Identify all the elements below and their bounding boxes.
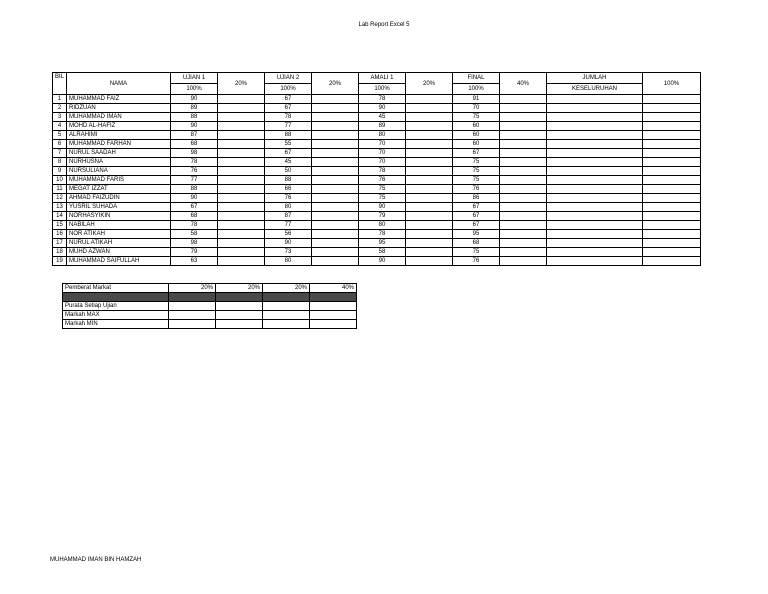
total-cell[interactable]	[643, 122, 701, 131]
summary-cell[interactable]	[169, 311, 216, 320]
table-row	[53, 230, 701, 239]
page-title: Lab Report Excel 5	[358, 22, 410, 28]
total-cell[interactable]	[643, 230, 701, 239]
ujian1-cell: 78	[171, 221, 218, 230]
ujian2-cell: 88	[265, 176, 312, 185]
nama-cell: NURSULIANA	[67, 167, 171, 176]
jumlah-cell[interactable]	[547, 176, 643, 185]
ujian2-cell: 55	[265, 140, 312, 149]
nama-cell: MUHAMMAD FAIZ	[67, 95, 171, 104]
total-cell[interactable]	[643, 239, 701, 248]
final-cell: 86	[453, 194, 500, 203]
weighted-cell[interactable]	[218, 104, 265, 113]
bil-cell: 9	[53, 167, 67, 176]
header-weight-1: 20%	[218, 73, 265, 95]
weighted-cell[interactable]	[218, 257, 265, 266]
header-ujian1-max: 100%	[171, 84, 218, 95]
weighted-cell[interactable]	[406, 257, 453, 266]
nama-cell: MOHD AL-HAFIZ	[67, 122, 171, 131]
separator-cell	[169, 293, 216, 302]
amali1-cell: 70	[359, 158, 406, 167]
ujian1-cell: 87	[171, 131, 218, 140]
jumlah-cell[interactable]	[547, 149, 643, 158]
amali1-cell: 70	[359, 149, 406, 158]
pemberat-label: Pemberat Markat	[63, 284, 169, 293]
final-cell: 67	[453, 149, 500, 158]
jumlah-cell[interactable]	[547, 167, 643, 176]
header-row-1	[53, 73, 701, 84]
bil-cell: 18	[53, 248, 67, 257]
purata-row	[63, 302, 357, 311]
amali1-cell: 90	[359, 203, 406, 212]
weighted-cell[interactable]	[406, 113, 453, 122]
bil-cell: 5	[53, 131, 67, 140]
amali1-cell: 89	[359, 122, 406, 131]
student-name-footer: MUHAMMAD IMAN BIN HAMZAH	[50, 557, 142, 563]
amali1-cell: 90	[359, 104, 406, 113]
weighted-cell[interactable]	[218, 167, 265, 176]
purata-label: Purata Setiap Ujian	[63, 302, 169, 311]
final-cell: 95	[453, 230, 500, 239]
nama-cell: MUHAMMAD IMAN	[67, 113, 171, 122]
ujian2-cell: 50	[265, 167, 312, 176]
total-cell[interactable]	[643, 167, 701, 176]
header-ujian2-max: 100%	[265, 84, 312, 95]
table-row	[53, 104, 701, 113]
total-cell[interactable]	[643, 140, 701, 149]
ujian1-cell: 68	[171, 212, 218, 221]
header-bil: BIL	[53, 73, 67, 95]
table-row	[53, 149, 701, 158]
weighted-cell[interactable]	[406, 248, 453, 257]
nama-cell: MUHD AZWAN	[67, 248, 171, 257]
weighted-cell[interactable]	[500, 203, 547, 212]
weighted-cell[interactable]	[406, 185, 453, 194]
final-cell: 75	[453, 158, 500, 167]
weighted-cell[interactable]	[406, 194, 453, 203]
weighted-cell[interactable]	[218, 230, 265, 239]
final-cell: 60	[453, 140, 500, 149]
summary-cell[interactable]	[310, 320, 357, 329]
jumlah-cell[interactable]	[547, 131, 643, 140]
ujian2-cell: 80	[265, 203, 312, 212]
bil-cell: 6	[53, 140, 67, 149]
weighted-cell[interactable]	[218, 194, 265, 203]
header-jumlah: JUMLAH	[547, 73, 643, 84]
table-row	[53, 95, 701, 104]
table-row	[53, 158, 701, 167]
summary-cell[interactable]	[216, 302, 263, 311]
weighted-cell[interactable]	[406, 212, 453, 221]
ujian1-cell: 90	[171, 95, 218, 104]
weighted-cell[interactable]	[312, 203, 359, 212]
final-cell: 76	[453, 185, 500, 194]
total-cell[interactable]	[643, 104, 701, 113]
ujian2-cell: 56	[265, 230, 312, 239]
weighted-cell[interactable]	[500, 176, 547, 185]
table-row	[53, 167, 701, 176]
weighted-cell[interactable]	[500, 194, 547, 203]
ujian2-cell: 88	[265, 131, 312, 140]
weighted-cell[interactable]	[406, 104, 453, 113]
total-cell[interactable]	[643, 176, 701, 185]
weighted-cell[interactable]	[500, 104, 547, 113]
total-cell[interactable]	[643, 221, 701, 230]
ujian2-cell: 73	[265, 248, 312, 257]
weighted-cell[interactable]	[218, 239, 265, 248]
bil-cell: 12	[53, 194, 67, 203]
summary-table	[62, 283, 357, 329]
weighted-cell[interactable]	[500, 113, 547, 122]
summary-cell[interactable]	[263, 302, 310, 311]
header-final-max: 100%	[453, 84, 500, 95]
bil-cell: 13	[53, 203, 67, 212]
final-cell: 67	[453, 212, 500, 221]
ujian2-cell: 87	[265, 212, 312, 221]
table-row	[53, 248, 701, 257]
min-label: Markah MIN	[63, 320, 169, 329]
jumlah-cell[interactable]	[547, 248, 643, 257]
weighted-cell[interactable]	[312, 230, 359, 239]
amali1-cell: 78	[359, 167, 406, 176]
nama-cell: MUHAMMAD FARHAN	[67, 140, 171, 149]
weighted-cell[interactable]	[406, 95, 453, 104]
header-total: 100%	[643, 73, 701, 95]
weighted-cell[interactable]	[500, 122, 547, 131]
final-cell: 75	[453, 113, 500, 122]
final-cell: 60	[453, 122, 500, 131]
total-cell[interactable]	[643, 194, 701, 203]
weighted-cell[interactable]	[312, 131, 359, 140]
ujian2-cell: 77	[265, 122, 312, 131]
weighted-cell[interactable]	[312, 257, 359, 266]
final-cell: 75	[453, 248, 500, 257]
header-weight-4: 40%	[500, 73, 547, 95]
ujian2-cell: 67	[265, 149, 312, 158]
jumlah-cell[interactable]	[547, 239, 643, 248]
summary-cell[interactable]	[263, 311, 310, 320]
header-weight-3: 20%	[406, 73, 453, 95]
header-ujian1: UJIAN 1	[171, 73, 218, 84]
ujian2-cell: 66	[265, 185, 312, 194]
nama-cell: NURHUSNA	[67, 158, 171, 167]
jumlah-cell[interactable]	[547, 221, 643, 230]
nama-cell: NORHASYIKIN	[67, 212, 171, 221]
jumlah-cell[interactable]	[547, 194, 643, 203]
weighted-cell[interactable]	[218, 248, 265, 257]
weighted-cell[interactable]	[218, 113, 265, 122]
amali1-cell: 80	[359, 221, 406, 230]
nama-cell: RIDZUAN	[67, 104, 171, 113]
separator-cell	[310, 293, 357, 302]
ujian1-cell: 63	[171, 257, 218, 266]
weighted-cell[interactable]	[500, 257, 547, 266]
weighted-cell[interactable]	[312, 176, 359, 185]
total-cell[interactable]	[643, 203, 701, 212]
ujian1-cell: 90	[171, 194, 218, 203]
header-weight-2: 20%	[312, 73, 359, 95]
final-cell: 60	[453, 131, 500, 140]
nama-cell: ALRAHIMI	[67, 131, 171, 140]
nama-cell: NABILAH	[67, 221, 171, 230]
ujian2-cell: 67	[265, 104, 312, 113]
final-cell: 76	[453, 257, 500, 266]
bil-cell: 4	[53, 122, 67, 131]
nama-cell: AHMAD FAIZUDIN	[67, 194, 171, 203]
table-row	[53, 140, 701, 149]
nama-cell: NURUL ATIKAH	[67, 239, 171, 248]
header-nama: NAMA	[67, 73, 171, 95]
weighted-cell[interactable]	[406, 131, 453, 140]
summary-cell[interactable]	[310, 311, 357, 320]
nama-cell: YUSRIL SUHADA	[67, 203, 171, 212]
table-row	[53, 221, 701, 230]
amali1-cell: 79	[359, 212, 406, 221]
amali1-cell: 58	[359, 248, 406, 257]
weighted-cell[interactable]	[218, 95, 265, 104]
table-row	[53, 194, 701, 203]
nama-cell: NURUL SAADAH	[67, 149, 171, 158]
weighted-cell[interactable]	[406, 149, 453, 158]
jumlah-cell[interactable]	[547, 122, 643, 131]
ujian1-cell: 79	[171, 248, 218, 257]
weighted-cell[interactable]	[312, 194, 359, 203]
total-cell[interactable]	[643, 95, 701, 104]
total-cell[interactable]	[643, 113, 701, 122]
pemberat-row	[63, 284, 357, 293]
weighted-cell[interactable]	[312, 149, 359, 158]
ujian1-cell: 68	[171, 140, 218, 149]
ujian2-cell: 78	[265, 113, 312, 122]
jumlah-cell[interactable]	[547, 113, 643, 122]
weighted-cell[interactable]	[218, 140, 265, 149]
pemberat-weight: 40%	[310, 284, 357, 293]
weighted-cell[interactable]	[312, 212, 359, 221]
weighted-cell[interactable]	[500, 167, 547, 176]
pemberat-weight: 20%	[169, 284, 216, 293]
ujian1-cell: 98	[171, 149, 218, 158]
weighted-cell[interactable]	[500, 248, 547, 257]
ujian1-cell: 90	[171, 122, 218, 131]
separator-row	[63, 293, 357, 302]
weighted-cell[interactable]	[500, 158, 547, 167]
final-cell: 67	[453, 221, 500, 230]
jumlah-cell[interactable]	[547, 158, 643, 167]
table-row	[53, 212, 701, 221]
summary-cell[interactable]	[169, 320, 216, 329]
separator-cell	[263, 293, 310, 302]
ujian1-cell: 88	[171, 185, 218, 194]
weighted-cell[interactable]	[218, 203, 265, 212]
amali1-cell: 75	[359, 185, 406, 194]
jumlah-cell[interactable]	[547, 95, 643, 104]
ujian2-cell: 45	[265, 158, 312, 167]
bil-cell: 2	[53, 104, 67, 113]
bil-cell: 15	[53, 221, 67, 230]
nama-cell: MEGAT IZZAT	[67, 185, 171, 194]
weighted-cell[interactable]	[406, 176, 453, 185]
separator-cell	[216, 293, 263, 302]
weighted-cell[interactable]	[218, 212, 265, 221]
final-cell: 75	[453, 167, 500, 176]
table-row	[53, 131, 701, 140]
weighted-cell[interactable]	[218, 158, 265, 167]
weighted-cell[interactable]	[406, 230, 453, 239]
weighted-cell[interactable]	[500, 185, 547, 194]
bil-cell: 14	[53, 212, 67, 221]
header-amali1-max: 100%	[359, 84, 406, 95]
final-cell: 70	[453, 104, 500, 113]
jumlah-cell[interactable]	[547, 212, 643, 221]
weighted-cell[interactable]	[312, 95, 359, 104]
weighted-cell[interactable]	[500, 239, 547, 248]
ujian1-cell: 98	[171, 239, 218, 248]
summary-cell[interactable]	[310, 302, 357, 311]
summary-cell[interactable]	[263, 320, 310, 329]
weighted-cell[interactable]	[312, 158, 359, 167]
total-cell[interactable]	[643, 212, 701, 221]
weighted-cell[interactable]	[500, 131, 547, 140]
max-row	[63, 311, 357, 320]
weighted-cell[interactable]	[218, 185, 265, 194]
weighted-cell[interactable]	[500, 230, 547, 239]
nama-cell: NOR ATIKAH	[67, 230, 171, 239]
bil-cell: 19	[53, 257, 67, 266]
table-row	[53, 176, 701, 185]
amali1-cell: 78	[359, 230, 406, 239]
bil-cell: 8	[53, 158, 67, 167]
header-final: FINAL	[453, 73, 500, 84]
max-label: Markah MAX	[63, 311, 169, 320]
summary-cell[interactable]	[169, 302, 216, 311]
weighted-cell[interactable]	[312, 113, 359, 122]
weighted-cell[interactable]	[312, 239, 359, 248]
weighted-cell[interactable]	[312, 122, 359, 131]
weighted-cell[interactable]	[406, 203, 453, 212]
table-row	[53, 185, 701, 194]
bil-cell: 11	[53, 185, 67, 194]
weighted-cell[interactable]	[500, 212, 547, 221]
ujian1-cell: 78	[171, 158, 218, 167]
final-cell: 91	[453, 95, 500, 104]
weighted-cell[interactable]	[218, 176, 265, 185]
weighted-cell[interactable]	[218, 131, 265, 140]
jumlah-cell[interactable]	[547, 203, 643, 212]
pemberat-weight: 20%	[263, 284, 310, 293]
total-cell[interactable]	[643, 185, 701, 194]
weighted-cell[interactable]	[500, 149, 547, 158]
jumlah-cell[interactable]	[547, 257, 643, 266]
ujian2-cell: 76	[265, 194, 312, 203]
total-cell[interactable]	[643, 131, 701, 140]
header-keseluruhan: KESELURUHAN	[547, 84, 643, 95]
amali1-cell: 70	[359, 140, 406, 149]
bil-cell: 3	[53, 113, 67, 122]
weighted-cell[interactable]	[500, 95, 547, 104]
weighted-cell[interactable]	[312, 167, 359, 176]
weighted-cell[interactable]	[218, 149, 265, 158]
weighted-cell[interactable]	[406, 221, 453, 230]
bil-cell: 7	[53, 149, 67, 158]
marks-table	[52, 72, 701, 266]
ujian2-cell: 80	[265, 257, 312, 266]
header-amali1: AMALI 1	[359, 73, 406, 84]
amali1-cell: 45	[359, 113, 406, 122]
table-row	[53, 239, 701, 248]
summary-cell[interactable]	[216, 311, 263, 320]
bil-cell: 17	[53, 239, 67, 248]
total-cell[interactable]	[643, 149, 701, 158]
final-cell: 67	[453, 203, 500, 212]
ujian2-cell: 77	[265, 221, 312, 230]
table-row	[53, 122, 701, 131]
nama-cell: MUHAMMAD SAIFULLAH	[67, 257, 171, 266]
separator-cell	[63, 293, 169, 302]
summary-cell[interactable]	[216, 320, 263, 329]
ujian1-cell: 58	[171, 230, 218, 239]
amali1-cell: 78	[359, 95, 406, 104]
weighted-cell[interactable]	[406, 167, 453, 176]
table-row	[53, 203, 701, 212]
table-row	[53, 257, 701, 266]
weighted-cell[interactable]	[406, 122, 453, 131]
weighted-cell[interactable]	[406, 140, 453, 149]
ujian1-cell: 67	[171, 203, 218, 212]
bil-cell: 16	[53, 230, 67, 239]
weighted-cell[interactable]	[218, 221, 265, 230]
weighted-cell[interactable]	[406, 158, 453, 167]
ujian2-cell: 67	[265, 95, 312, 104]
weighted-cell[interactable]	[312, 248, 359, 257]
weighted-cell[interactable]	[312, 104, 359, 113]
amali1-cell: 76	[359, 176, 406, 185]
ujian1-cell: 88	[171, 113, 218, 122]
amali1-cell: 75	[359, 194, 406, 203]
bil-cell: 1	[53, 95, 67, 104]
amali1-cell: 80	[359, 131, 406, 140]
jumlah-cell[interactable]	[547, 185, 643, 194]
table-row	[53, 113, 701, 122]
weighted-cell[interactable]	[406, 239, 453, 248]
jumlah-cell[interactable]	[547, 104, 643, 113]
ujian1-cell: 77	[171, 176, 218, 185]
weighted-cell[interactable]	[312, 221, 359, 230]
weighted-cell[interactable]	[312, 185, 359, 194]
nama-cell: MUHAMMAD FARIS	[67, 176, 171, 185]
total-cell[interactable]	[643, 248, 701, 257]
amali1-cell: 95	[359, 239, 406, 248]
bil-cell: 10	[53, 176, 67, 185]
jumlah-cell[interactable]	[547, 230, 643, 239]
header-ujian2: UJIAN 2	[265, 73, 312, 84]
ujian1-cell: 76	[171, 167, 218, 176]
pemberat-weight: 20%	[216, 284, 263, 293]
weighted-cell[interactable]	[500, 140, 547, 149]
final-cell: 75	[453, 176, 500, 185]
ujian1-cell: 89	[171, 104, 218, 113]
total-cell[interactable]	[643, 257, 701, 266]
jumlah-cell[interactable]	[547, 140, 643, 149]
min-row	[63, 320, 357, 329]
weighted-cell[interactable]	[312, 140, 359, 149]
amali1-cell: 90	[359, 257, 406, 266]
total-cell[interactable]	[643, 158, 701, 167]
weighted-cell[interactable]	[218, 122, 265, 131]
ujian2-cell: 90	[265, 239, 312, 248]
final-cell: 68	[453, 239, 500, 248]
weighted-cell[interactable]	[500, 221, 547, 230]
